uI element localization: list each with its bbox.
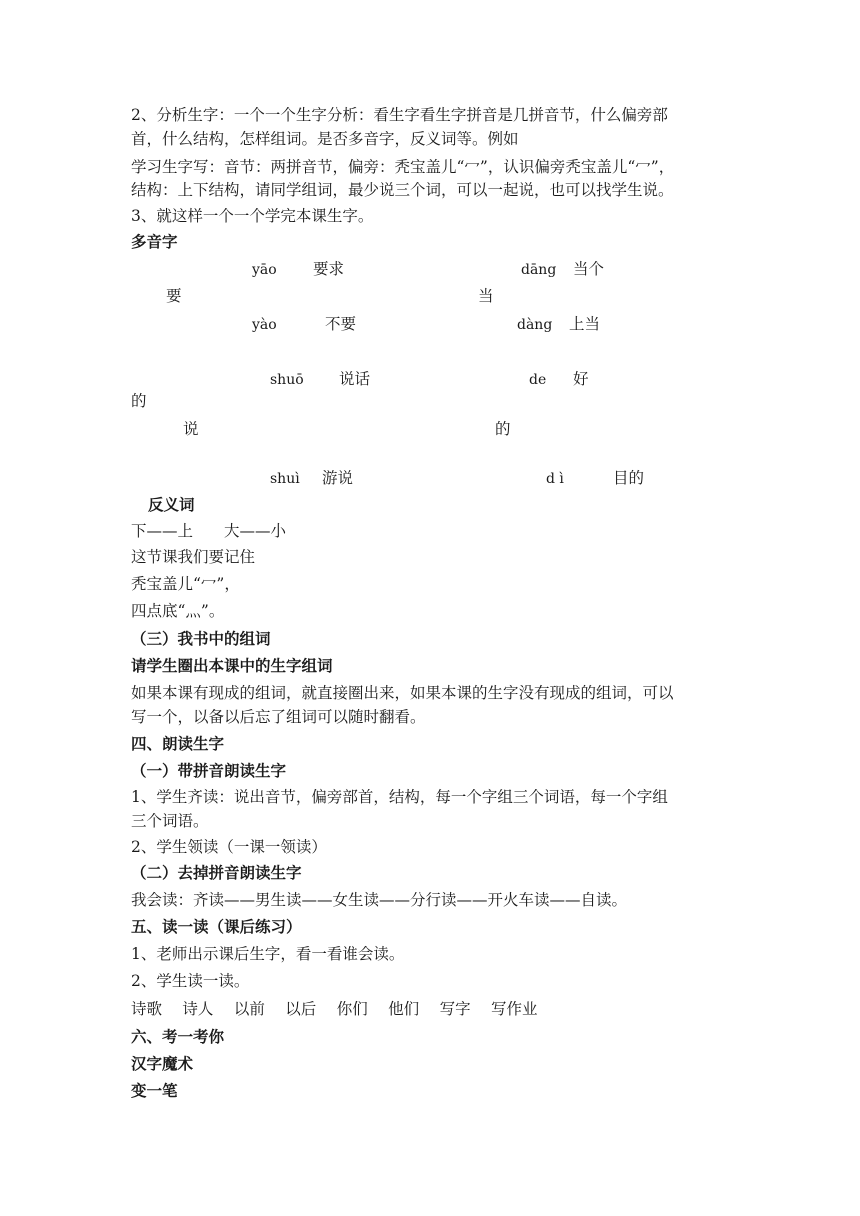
word: 目的 <box>613 469 645 487</box>
word: 不要 <box>325 315 357 333</box>
word-list: 诗歌 诗人 以前 以后 你们 他们 写字 写作业 <box>131 1000 538 1018</box>
paragraph-line: 我会读：齐读——男生读——女生读——分行读——开火车读——自读。 <box>131 891 628 909</box>
paragraph-line: 2、学生领读（一课一领读） <box>131 838 327 856</box>
paragraph-line: 如果本课有现成的组词，就直接圈出来，如果本课的生字没有现成的组词，可以 <box>131 684 674 702</box>
polyphonic-heading: 多音字 <box>131 233 178 251</box>
polyphonic-char: 要 <box>166 287 182 305</box>
polyphonic-char: 的 <box>495 420 511 438</box>
word: 说话 <box>339 370 371 388</box>
paragraph-line: 学习生字写：音节：两拼音节，偏旁：秃宝盖儿“冖”，认识偏旁秃宝盖儿“冖”， <box>131 158 675 176</box>
pinyin: d ì <box>546 471 564 487</box>
section-subheading: （二）去掉拼音朗读生字 <box>131 864 302 882</box>
paragraph-line: 1、老师出示课后生字，看一看谁会读。 <box>131 945 405 963</box>
paragraph-line: 2、学生读一读。 <box>131 972 250 990</box>
paragraph-line: 结构：上下结构，请同学组词，最少说三个词，可以一起说，也可以找学生说。 <box>131 181 674 199</box>
paragraph-line: 首，什么结构，怎样组词。是否多音字，反义词等。例如 <box>131 130 519 148</box>
polyphonic-char: 当 <box>478 287 494 305</box>
paragraph-line: 3、就这样一个一个学完本课生字。 <box>131 207 374 225</box>
pinyin: shuì <box>270 471 300 487</box>
word: 游说 <box>322 469 354 487</box>
pinyin: dàng <box>517 317 553 333</box>
section-heading: （三）我书中的组词 <box>131 630 271 648</box>
paragraph-line: 秃宝盖儿“冖”， <box>131 575 240 593</box>
pinyin: shuō <box>270 372 304 388</box>
section-subheading: 变一笔 <box>131 1082 178 1100</box>
word: 要求 <box>313 260 345 278</box>
word: 好 <box>573 370 589 388</box>
polyphonic-char: 说 <box>183 420 199 438</box>
pinyin: dāng <box>521 262 557 278</box>
section-heading: 六、考一考你 <box>131 1028 225 1046</box>
paragraph-line: 这节课我们要记住 <box>131 548 256 566</box>
paragraph-line: 写一个，以备以后忘了组词可以随时翻看。 <box>131 708 426 726</box>
section-heading: 四、朗读生字 <box>131 735 225 753</box>
word-wrap: 的 <box>131 392 147 410</box>
pinyin: de <box>529 372 547 388</box>
section-subheading: 汉字魔术 <box>131 1055 194 1073</box>
section-heading: 五、读一读（课后练习） <box>131 918 302 936</box>
section-subheading: （一）带拼音朗读生字 <box>131 762 287 780</box>
paragraph-line: 2、分析生字：一个一个生字分析：看生字看生字拼音是几拼音节，什么偏旁部 <box>131 106 668 124</box>
section-subheading: 请学生圈出本课中的生字组词 <box>131 657 333 675</box>
pinyin: yào <box>252 317 277 333</box>
word: 上当 <box>569 315 601 333</box>
word: 当个 <box>573 260 605 278</box>
paragraph-line: 1、学生齐读：说出音节，偏旁部首，结构，每一个字组三个词语，每一个字组 <box>131 788 668 806</box>
pinyin: yāo <box>252 262 277 278</box>
paragraph-line: 三个词语。 <box>131 812 209 830</box>
paragraph-line: 四点底“灬”。 <box>131 602 225 620</box>
antonym-pairs: 下——上 大——小 <box>131 522 287 540</box>
antonyms-heading: 反义词 <box>148 496 195 514</box>
